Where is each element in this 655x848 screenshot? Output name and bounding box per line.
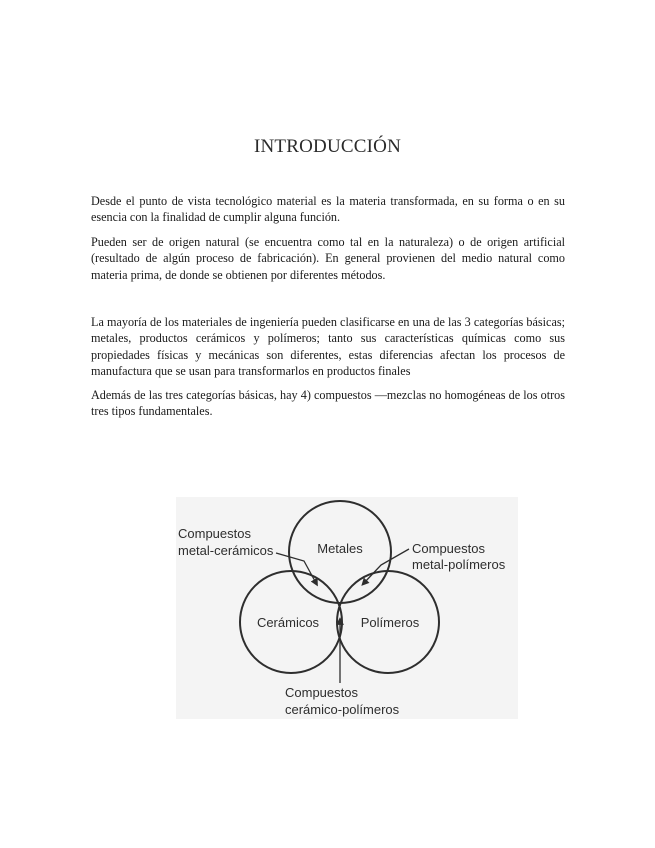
label-ceramicos: Cerámicos (256, 615, 320, 630)
materials-venn-diagram (176, 497, 518, 719)
page-title: INTRODUCCIÓN (253, 136, 401, 157)
paragraph-composites: Además de las tres categorías básicas, hay 4) compuestos —mezclas no homogéneas de los otros tres tipos fundamentales. (91, 388, 565, 419)
label-compuestos-ceramico-polimeros-line2: cerámico-polímeros (285, 702, 400, 717)
label-compuestos-metal-polimeros-line1: Compuestos (412, 541, 485, 556)
label-compuestos-metal-ceramicos-line2: metal-cerámicos (178, 543, 274, 558)
label-compuestos-ceramico-polimeros-line1: Compuestos (285, 685, 358, 700)
paragraph-definition: Desde el punto de vista tecnológico material es la materia transformada, en su forma o en su esencia con la finalidad de cumplir alguna función. (91, 194, 565, 225)
paragraph-categories: La mayoría de los materiales de ingeniería pueden clasificarse en una de las 3 categorías básicas; metales, productos cerámicos y polímeros; tanto sus características químicas como sus propiedades físicas y mecánicas son diferentes, estas diferencias afectan los procesos de manufactura que se usan para transformarlos en productos finales (91, 315, 565, 378)
label-polimeros: Polímeros (360, 615, 420, 630)
pointer-metal-polimeros (364, 549, 409, 583)
label-compuestos-metal-polimeros-line2: metal-polímeros (412, 557, 506, 572)
paragraph-origin: Pueden ser de origen natural (se encuentra como tal en la naturaleza) o de origen artificial (resultado de algún proceso de fabricación). En general provienen del medio natural como materia prima, de donde se obtienen por diferentes métodos. (91, 235, 565, 282)
label-metales: Metales (317, 541, 363, 556)
label-compuestos-metal-ceramicos-line1: Compuestos (178, 526, 251, 541)
